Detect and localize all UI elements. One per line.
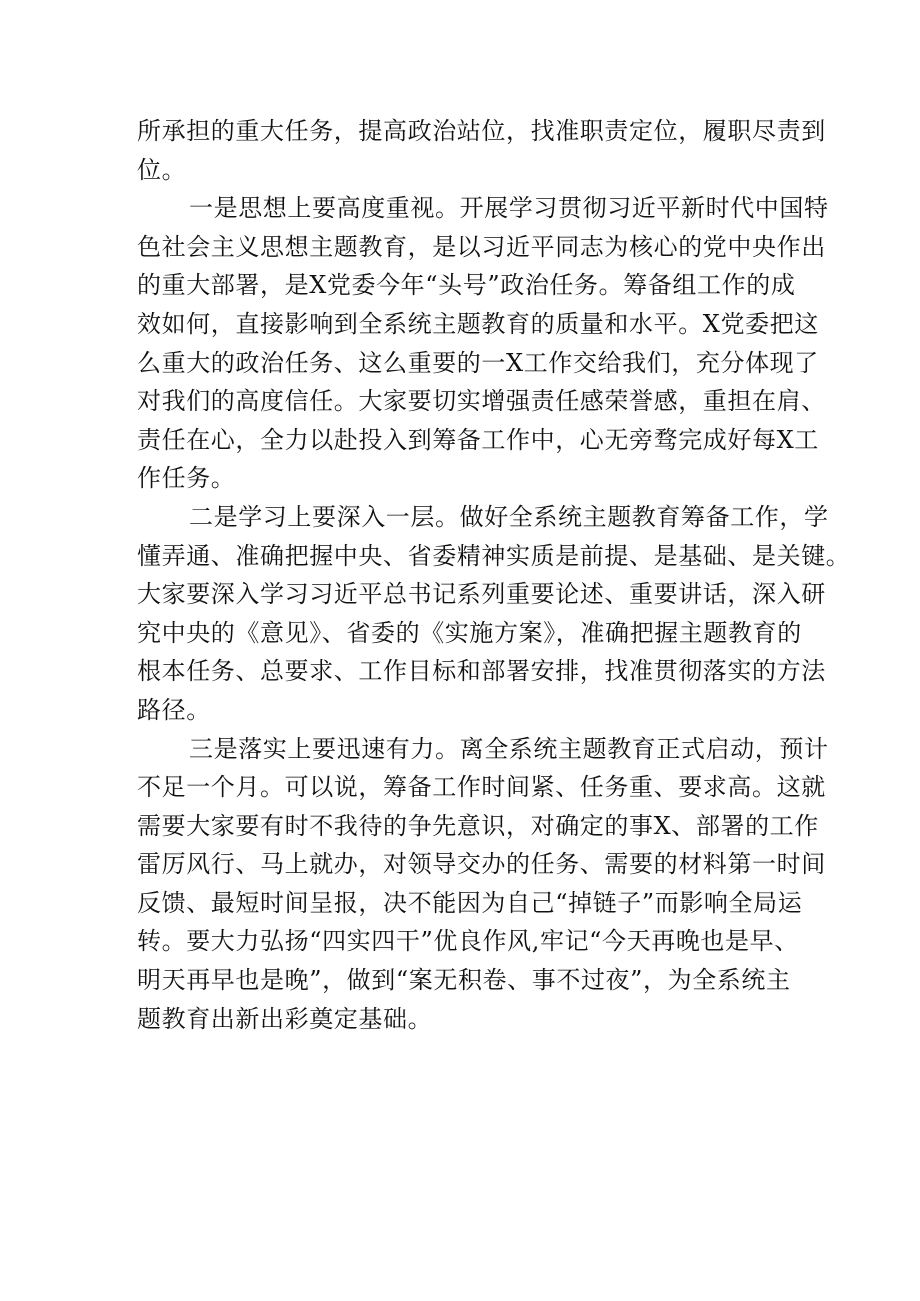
- text-line: 位。: [137, 155, 187, 184]
- text-line: 反馈、最短时间呈报，决不能因为自己“掉链子”而影响全局运: [137, 888, 803, 917]
- text-line: 责任在心，全力以赴投入到筹备工作中，心无旁骛完成好每X工: [137, 425, 819, 454]
- text-line: 作任务。: [137, 464, 236, 493]
- text-line: 根本任务、总要求、工作目标和部署安排，找准贯彻落实的方法: [137, 657, 826, 686]
- text-line: 雷厉风行、马上就办，对领导交办的任务、需要的材料第一时间: [137, 850, 826, 879]
- text-line: 转。要大力弘扬“四实四干”优良作风,牢记“今天再晚也是早、: [137, 927, 799, 956]
- document-body: [137, 112, 851, 1038]
- text-line: 题教育出新出彩奠定基础。: [137, 1004, 433, 1033]
- text-line: 究中央的《意见》、省委的《实施方案》，准确把握主题教育的: [137, 618, 802, 647]
- text-line: 不足一个月。可以说，筹备工作时间紧、任务重、要求高。这就: [137, 773, 826, 802]
- text-line: 色社会主义思想主题教育，是以习近平同志为核心的党中央作出: [137, 232, 826, 261]
- text-line: 对我们的高度信任。大家要切实增强责任感荣誉感，重担在肩、: [137, 387, 826, 416]
- text-line: 明天再早也是晚”，做到“案无积卷、事不过夜”，为全系统主: [137, 966, 791, 995]
- text-line: 的重大部署，是X党委今年“头号”政治任务。筹备组工作的成: [137, 271, 796, 300]
- text-line: 大家要深入学习习近平总书记系列重要论述、重要讲话，深入研: [137, 580, 826, 609]
- paragraph-first-line: 三是落实上要迅速有力。离全系统主题教育正式启动，预计: [189, 734, 829, 763]
- text-line: 路径。: [137, 695, 211, 724]
- text-line: 懂弄通、准确把握中央、省委精神实质是前提、是基础、是关键。: [137, 541, 851, 570]
- paragraph-first-line: 二是学习上要深入一层。做好全系统主题教育筹备工作，学: [189, 502, 829, 531]
- text-line: 效如何，直接影响到全系统主题教育的质量和水平。X党委把这: [137, 309, 819, 338]
- text-line: 么重大的政治任务、这么重要的一X工作交给我们，充分体现了: [137, 348, 819, 377]
- text-line: 所承担的重大任务，提高政治站位，找准职责定位，履职尽责到: [137, 117, 826, 145]
- paragraph-first-line: 一是思想上要高度重视。开展学习贯彻习近平新时代中国特: [189, 194, 829, 223]
- text-line: 需要大家要有时不我待的争先意识，对确定的事X、部署的工作: [137, 811, 819, 840]
